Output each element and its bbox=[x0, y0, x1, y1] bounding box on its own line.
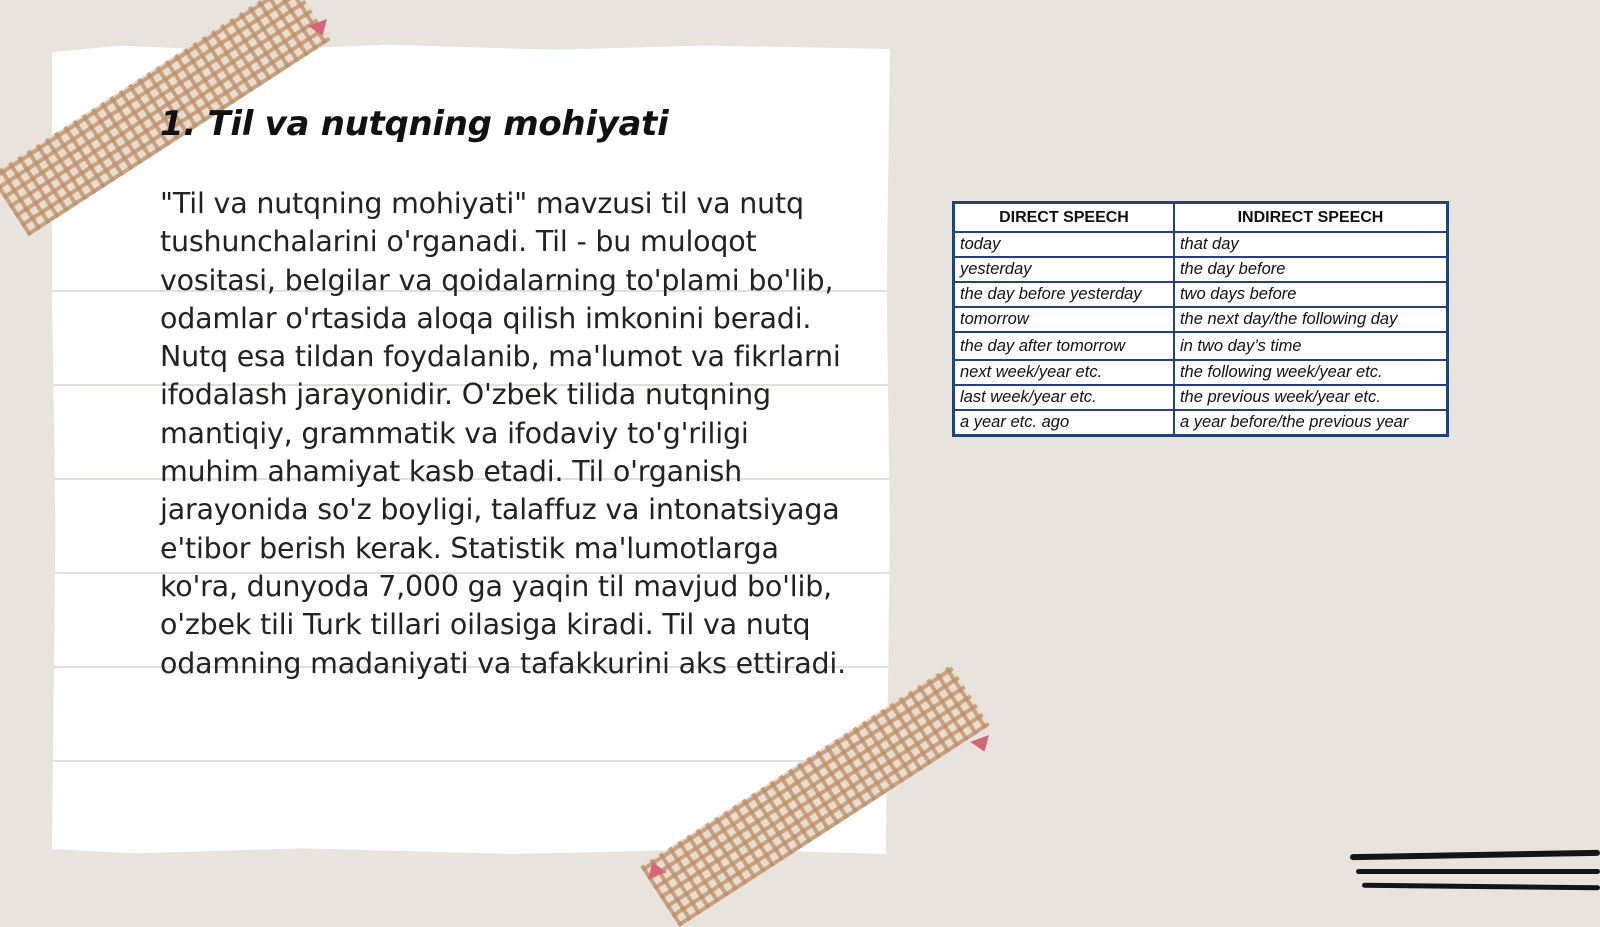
table-row bbox=[954, 257, 1448, 282]
tape-tip-bottom-right bbox=[970, 735, 994, 755]
slide-title: 1. Til va nutqning mohiyati bbox=[160, 104, 669, 144]
header-direct-speech: DIRECT SPEECH bbox=[954, 203, 1174, 233]
brush-stroke-decoration bbox=[1356, 869, 1600, 874]
indirect-cell: the following week/year etc. bbox=[1174, 360, 1448, 385]
brush-stroke-decoration bbox=[1350, 850, 1600, 860]
indirect-cell: the previous week/year etc. bbox=[1174, 385, 1448, 410]
paper-rule-line bbox=[52, 760, 890, 762]
direct-cell: yesterday bbox=[954, 257, 1174, 282]
direct-indirect-speech-table bbox=[952, 201, 1449, 437]
direct-cell: a year etc. ago bbox=[954, 410, 1174, 436]
direct-cell: next week/year etc. bbox=[954, 360, 1174, 385]
indirect-cell: the next day/the following day bbox=[1174, 307, 1448, 332]
table-row bbox=[954, 282, 1448, 307]
direct-cell: the day after tomorrow bbox=[954, 332, 1174, 360]
direct-cell: the day before yesterday bbox=[954, 282, 1174, 307]
direct-cell: today bbox=[954, 232, 1174, 257]
header-indirect-speech: INDIRECT SPEECH bbox=[1174, 203, 1448, 233]
indirect-cell: the day before bbox=[1174, 257, 1448, 282]
direct-cell: tomorrow bbox=[954, 307, 1174, 332]
table-row bbox=[954, 307, 1448, 332]
table-row bbox=[954, 232, 1448, 257]
table-row bbox=[954, 410, 1448, 436]
indirect-cell: a year before/the previous year bbox=[1174, 410, 1448, 436]
indirect-cell: that day bbox=[1174, 232, 1448, 257]
table-row bbox=[954, 360, 1448, 385]
table-row bbox=[954, 385, 1448, 410]
indirect-cell: in two day’s time bbox=[1174, 332, 1448, 360]
table-row bbox=[954, 332, 1448, 360]
slide-body-text: "Til va nutqning mohiyati" mavzusi til va nutq tushunchalarini o'rganadi. Til - bu muloqot vositasi, belgilar va qoidalarning to'plami bo'lib, odamlar o'rtasida aloqa qilish imkonini beradi. Nutq esa tildan foydalanib, ma'lumot va fikrlarni ifodalash jarayonidir. O'zbek tilida nutqning mantiqiy, grammatik va ifodaviy to'g'riligi muhim ahamiyat kasb etadi. Til o'rganish jarayonida so'z boyligi, talaffuz va intonatsiyaga e'tibor berish kerak. Statistik ma'lumotlarga ko'ra, dunyoda 7,000 ga yaqin til mavjud bo'lib, o'zbek tili Turk tillari oilasiga kiradi. Til va nutq odamning madaniyati va tafakkurini aks ettiradi. bbox=[160, 187, 846, 680]
direct-cell: last week/year etc. bbox=[954, 385, 1174, 410]
brush-stroke-decoration bbox=[1362, 883, 1600, 890]
table-header-row bbox=[954, 203, 1448, 233]
indirect-cell: two days before bbox=[1174, 282, 1448, 307]
